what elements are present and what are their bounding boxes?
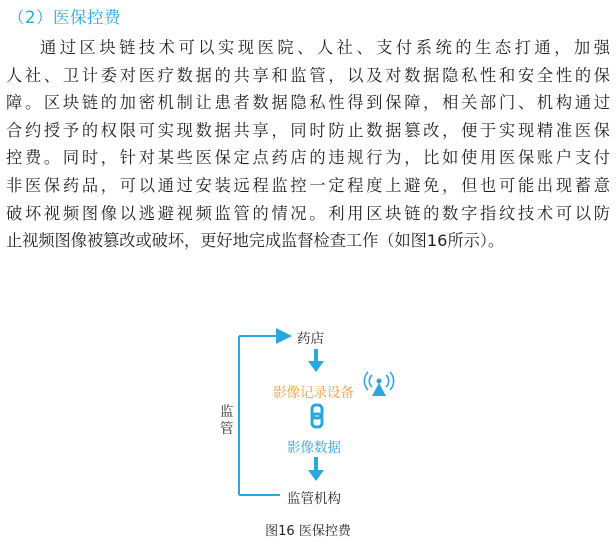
figure-medical-insurance-control xyxy=(0,300,616,543)
paragraph-line: 非医保药品，可以通过安装远程监控一定程度上避免，但也可能出现蓄意 xyxy=(6,175,610,195)
down-arrow-icon xyxy=(308,349,324,372)
paragraph-line: 控费。同时，针对某些医保定点药店的违规行为，比如使用医保账户支付 xyxy=(6,148,610,168)
node-image-data: 影像数据 xyxy=(287,440,341,456)
section-heading: （2）医保控费 xyxy=(8,8,121,27)
body-paragraph xyxy=(6,34,610,255)
figure-caption: 图16 医保控费 xyxy=(265,524,351,539)
paragraph-line: 止视频图像被篡改或破坏，更好地完成监督检查工作（如图16所示）。 xyxy=(6,231,505,251)
paragraph-line: 通过区块链技术可以实现医院、人社、支付系统的生态打通，加强 xyxy=(40,38,610,57)
paragraph-line: 合约授予的权限可实现数据共享，同时防止数据篡改，便于实现精准医保 xyxy=(6,120,610,140)
chain-link-icon xyxy=(312,405,322,427)
node-image-recorder: 影像记录设备 xyxy=(273,385,354,401)
supervision-label: 监 xyxy=(220,404,234,420)
supervision-bracket xyxy=(239,336,288,495)
signal-tower-icon xyxy=(364,372,393,396)
paragraph-line: 障。区块链的加密机制让患者数据隐私性得到保障，相关部门、机构通过 xyxy=(6,93,610,113)
node-pharmacy: 药店 xyxy=(297,331,324,347)
paragraph-line: 人社、卫计委对医疗数据的共享和监管，以及对数据隐私性和安全性的保 xyxy=(6,65,610,85)
down-arrow-icon xyxy=(308,457,324,481)
supervision-label: 管 xyxy=(220,421,234,437)
node-regulator: 监管机构 xyxy=(287,491,341,507)
paragraph-line: 破坏视频图像以逃避视频监管的情况。利用区块链的数字指纹技术可以防 xyxy=(6,203,610,223)
